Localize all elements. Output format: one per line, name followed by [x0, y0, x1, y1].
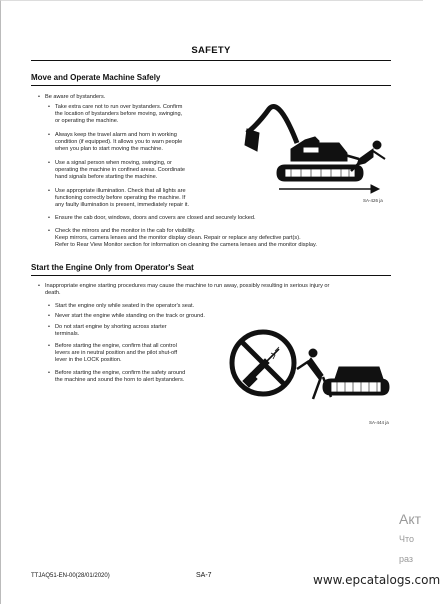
sub-item-cab-door: • Ensure the cab door, windows, doors and covers are closed and securely locked.: [55, 215, 256, 222]
watermark-line-1: Акт: [399, 511, 422, 527]
sub-item-standing: • Never start the engine while standing on the track or ground.: [55, 313, 205, 320]
sub-item-control-levers: • Before starting the engine, confirm that all control levers are in neutral position and the pilot shut-off lever in the LOCK position.: [55, 343, 177, 364]
sub-item-illumination: • Use appropriate illumination. Check that all lights are functioning correctly before operating the machine. If any faulty illumination is present, immediately repair it.: [55, 188, 189, 209]
document-code: TTJAQ51-EN-00(28/01/2020): [31, 573, 110, 579]
sub-item-run-over: • Take extra care not to run over bystanders. Confirm the location of bystanders before moving, swinging, or operating the machine.: [55, 104, 182, 125]
section-title-move-operate: Move and Operate Machine Safely: [31, 73, 391, 86]
sub-item-signal-person: • Use a signal person when moving, swinging, or operating the machine in confined areas. Coordinate hand signals before starting the machine.: [55, 160, 185, 181]
bullet-starting-procedures: • Inappropriate engine starting procedures may cause the machine to run away, possibly resulting in serious injury or death.: [45, 283, 329, 297]
sub-item-sound-horn: • Before starting the engine, confirm the safety around the machine and sound the horn to alert bystanders.: [55, 370, 185, 384]
figure-no-shorting: [227, 323, 393, 413]
sub-item-mirrors: • Check the mirrors and the monitor in the cab for visibility. Keep mirrors, camera lenses and the monitor display clean. Repair or replace any defective part(s). Refer to Rear View Monitor section for information on cleaning the camera lenses and the monitor display.: [55, 228, 317, 249]
page-number: SA-7: [196, 572, 212, 579]
watermark-line-3: раз: [399, 554, 414, 564]
sub-item-shorting: • Do not start engine by shorting across starter terminals.: [55, 324, 167, 338]
website-link[interactable]: www.epcatalogs.com: [313, 573, 440, 587]
movement-arrow-icon: [279, 185, 379, 193]
section-header: SAFETY: [31, 45, 391, 61]
figure-excavator-bystander: [239, 99, 389, 195]
sub-item-travel-alarm: • Always keep the travel alarm and horn in working condition (if equipped). It allows you to warn people when you plan to start moving the machine.: [55, 132, 182, 153]
section-title-start-engine: Start the Engine Only from Operator's Seat: [31, 263, 391, 276]
bullet-bystanders: • Be aware of bystanders.: [45, 94, 105, 101]
figure-caption-1: SA-426 ja: [363, 198, 383, 203]
figure-caption-2: SA-444 ja: [369, 420, 389, 425]
sub-item-seated: • Start the engine only while seated in the operator's seat.: [55, 303, 194, 310]
excavator-icon: [245, 107, 363, 181]
crawler-track-icon: [323, 367, 389, 395]
watermark-line-2: Что: [399, 534, 415, 544]
